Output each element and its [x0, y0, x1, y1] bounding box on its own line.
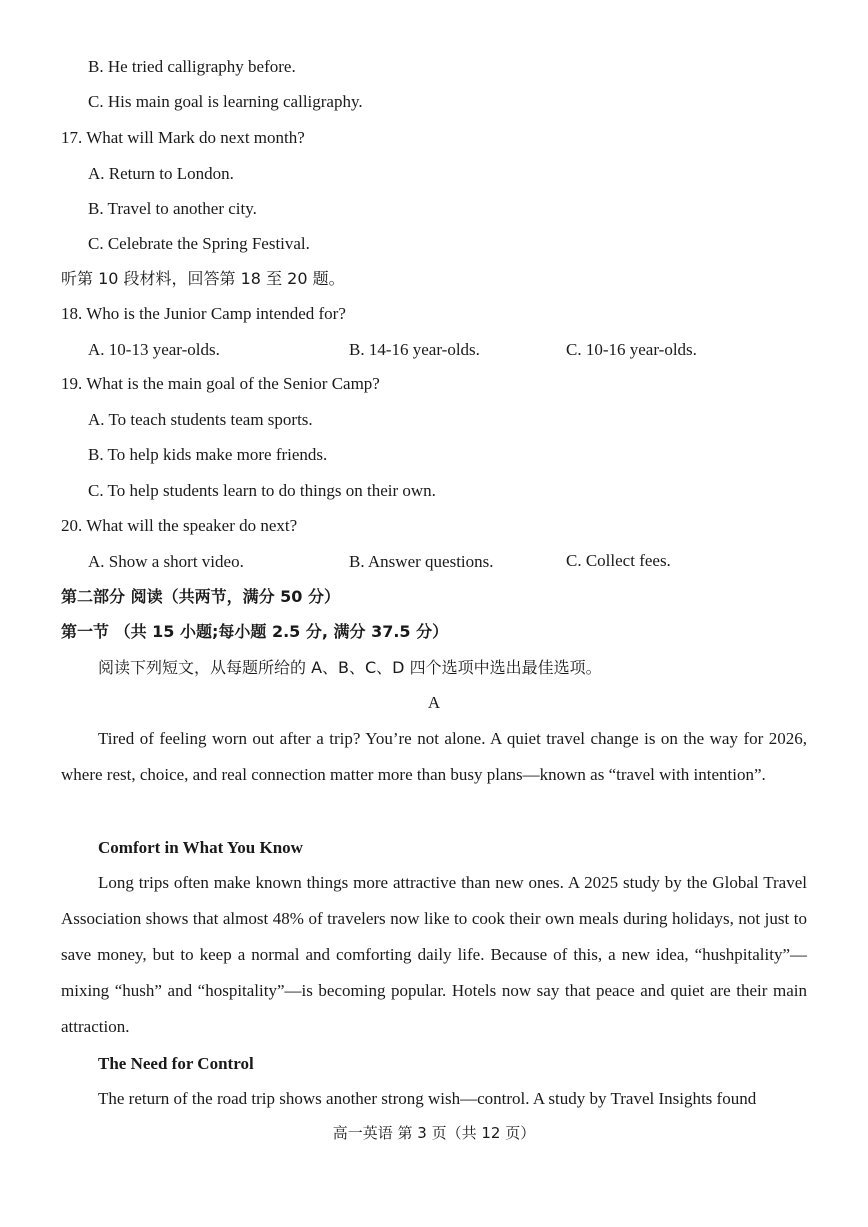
- q20-option-a: A. Show a short video.: [88, 552, 244, 571]
- reading-instruction: 阅读下列短文，从每题所给的 A、B、C、D 四个选项中选出最佳选项。: [98, 658, 602, 677]
- q16-option-b: B. He tried calligraphy before.: [88, 57, 296, 76]
- q16-option-c: C. His main goal is learning calligraphy.: [88, 92, 363, 111]
- q20-option-b: B. Answer questions.: [349, 552, 494, 571]
- q19-stem: 19. What is the main goal of the Senior Camp?: [61, 374, 380, 393]
- q20-option-c: C. Collect fees.: [566, 551, 671, 570]
- q17-stem: 17. What will Mark do next month?: [61, 128, 305, 147]
- q18-option-c: C. 10-16 year-olds.: [566, 340, 697, 359]
- q19-option-c: C. To help students learn to do things on their own.: [88, 481, 436, 500]
- paragraph-control: The return of the road trip shows another strong wish—control. A study by Travel Insights found: [98, 1089, 757, 1108]
- q19-option-a: A. To teach students team sports.: [88, 410, 313, 429]
- q17-option-b: B. Travel to another city.: [88, 199, 257, 218]
- page-footer: 高一英语 第 3 页（共 12 页）: [332, 1124, 536, 1142]
- q20-stem: 20. What will the speaker do next?: [61, 516, 298, 535]
- q17-option-a: A. Return to London.: [88, 164, 234, 183]
- section10-instruction: 听第 10 段材料，回答第 18 至 20 题。: [61, 269, 345, 288]
- heading-comfort: Comfort in What You Know: [98, 838, 303, 857]
- q19-option-b: B. To help kids make more friends.: [88, 445, 328, 464]
- q18-stem: 18. Who is the Junior Camp intended for?: [61, 304, 346, 323]
- q18-option-b: B. 14-16 year-olds.: [349, 340, 480, 359]
- heading-control: The Need for Control: [98, 1054, 254, 1073]
- paragraph-comfort: Long trips often make known things more attractive than new ones. A 2025 study by the Global Travel Association shows that almost 48% of travelers now like to cook their own meals during holidays, not just to save money, but to keep a normal and comforting daily life. Because of this, a new idea, “hushpitality”—mixing “hush” and “hospitality”—is becoming popular. Hotels now say that peace and quiet are their main attraction.: [61, 873, 807, 1036]
- passage-intro: Tired of feeling worn out after a trip? You’re not alone. A quiet travel change is on the way for 2026, where rest, choice, and real connection matter more than busy plans—known as “travel with intention”.: [61, 729, 807, 784]
- section1-title: 第一节 （共 15 小题;每小题 2.5 分, 满分 37.5 分）: [61, 622, 449, 641]
- passage-label: A: [427, 693, 441, 712]
- q18-option-a: A. 10-13 year-olds.: [88, 340, 220, 359]
- q17-option-c: C. Celebrate the Spring Festival.: [88, 234, 310, 253]
- part2-title: 第二部分 阅读（共两节，满分 50 分）: [61, 587, 340, 606]
